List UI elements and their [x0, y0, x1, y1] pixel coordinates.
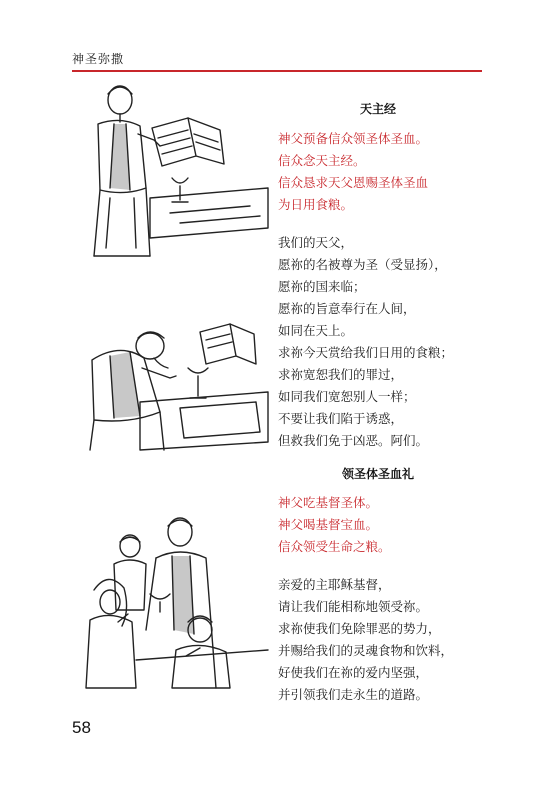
prayer-line: 如同我们宽恕别人一样；	[278, 389, 416, 404]
prayer-line: 求祢宽恕我们的罪过，	[278, 367, 404, 382]
rubric-line: 神父预备信众领圣体圣血。	[278, 131, 429, 146]
prayer-line: 但救我们免于凶恶。阿们。	[278, 433, 429, 448]
prayer-block-communion-rite	[278, 574, 478, 706]
running-header: 神圣弥撒	[72, 52, 125, 66]
illustration-communion-distribution	[80, 510, 270, 690]
section-heading-lords-prayer: 天主经	[359, 102, 396, 116]
prayer-line: 好使我们在祢的爱内坚强，	[278, 665, 429, 680]
rubric-line: 信众领受生命之粮。	[278, 539, 391, 554]
prayer-line: 愿祢的旨意奉行在人间，	[278, 301, 416, 316]
prayer-line: 亲爱的主耶稣基督，	[278, 577, 391, 592]
prayer-line: 如同在天上。	[278, 323, 354, 338]
rubric-line: 信众念天主经。	[278, 153, 366, 168]
prayer-block-lords-prayer	[278, 232, 478, 452]
prayer-line: 我们的天父，	[278, 235, 354, 250]
prayer-line: 愿祢的国来临；	[278, 279, 366, 294]
rubric-line: 神父吃基督圣体。	[278, 495, 379, 510]
prayer-line: 愿祢的名被尊为圣（受显扬），	[278, 257, 447, 272]
prayer-line: 并引领我们走永生的道路。	[278, 687, 429, 702]
illustration-priest-reading-missal	[80, 78, 270, 258]
illustration-priest-receiving-host	[80, 312, 270, 452]
rubric-line: 为日用食粮。	[278, 197, 354, 212]
rubric-block-communion-rite	[278, 492, 478, 558]
prayer-line: 不要让我们陷于诱惑，	[278, 411, 404, 426]
header-rule	[72, 70, 482, 72]
rubric-line: 神父喝基督宝血。	[278, 517, 379, 532]
prayer-line: 并赐给我们的灵魂食物和饮料，	[278, 643, 454, 658]
prayer-line: 求祢使我们免除罪恶的势力，	[278, 621, 441, 636]
rubric-block-lords-prayer	[278, 128, 478, 216]
prayer-line: 请让我们能相称地领受祢。	[278, 599, 429, 614]
prayer-line: 求祢今天赏给我们日用的食粮；	[278, 345, 454, 360]
rubric-line: 信众恳求天父恩赐圣体圣血	[278, 175, 429, 190]
section-heading-communion-rite: 领圣体圣血礼	[341, 467, 414, 481]
page-number: 58	[72, 718, 91, 737]
